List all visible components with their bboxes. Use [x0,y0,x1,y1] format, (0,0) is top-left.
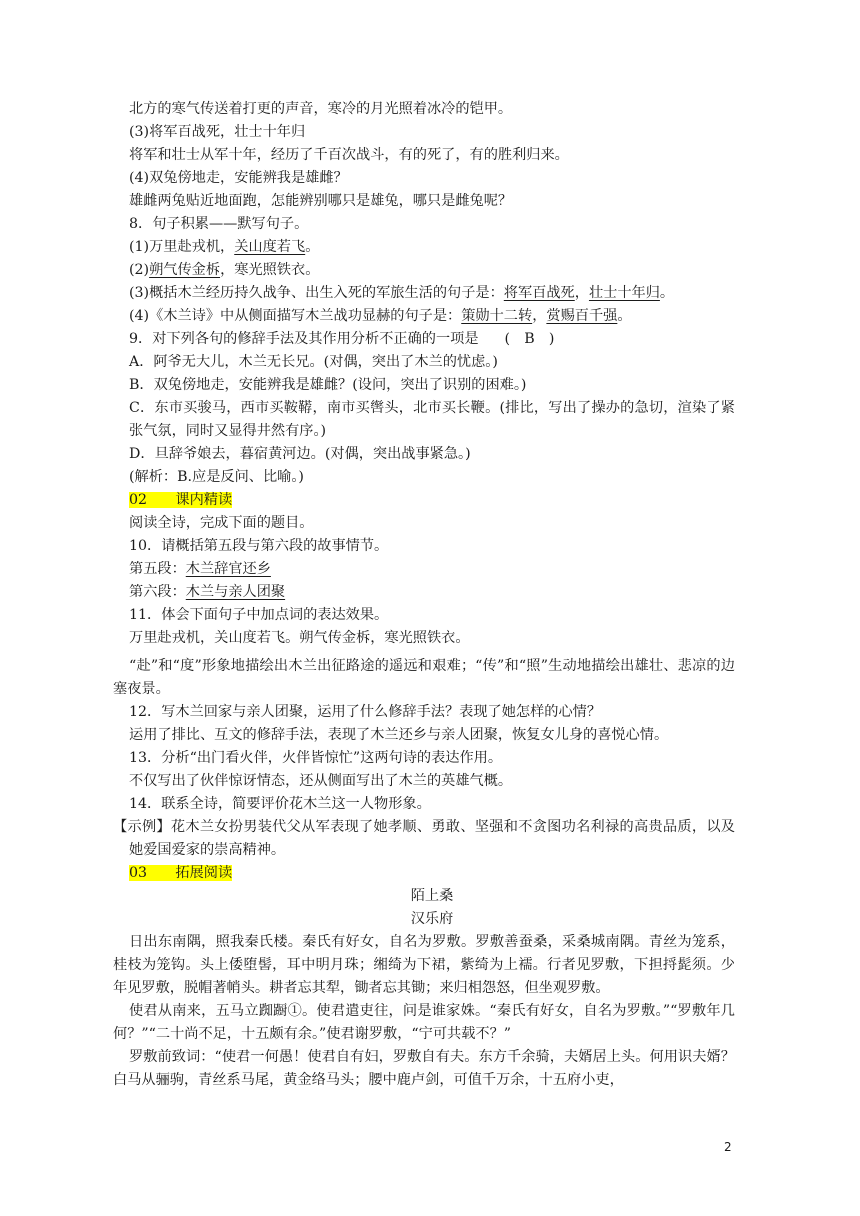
answer-line: 不仅写出了伙伴惊讶情态，还从侧面写出了木兰的英雄气概。 [129,773,513,789]
section-label: 02 课内精读 [129,492,233,508]
answer-paragraph: “赴”和“度”形象地描绘出木兰出征路途的遥远和艰难；“传”和“照”生动地描绘出雄壮、悲凉的边塞夜景。 [113,658,735,697]
answer-line [129,581,735,604]
option-c: C．东市买骏马，西市买鞍鞯，南市买辔头，北市买长鞭。(排比，写出了操办的急切，渲染了紧张气氛，同时又显得井然有序。) [129,400,735,439]
answer-line [129,236,735,259]
filled-answer: 赏赐百千强 [546,308,618,324]
filled-answer: 木兰与亲人团聚 [185,584,286,600]
question-12: 12．写木兰回家与亲人团聚，运用了什么修辞手法？表现了她怎样的心情？ [129,704,602,720]
answer-choice: ( B ) [504,331,555,347]
text-line: 北方的寒气传送着打更的声音，寒冷的月光照着冰冷的铠甲。 [129,101,513,117]
text-line: 雄雌两兔贴近地面跑，怎能辨别哪只是雄兔，哪只是雌兔呢？ [129,193,513,209]
filled-answer: 朔气传金柝 [149,262,221,278]
text: ， [574,285,589,301]
text: 。 [305,239,320,255]
text-line: 阅读全诗，完成下面的题目。 [129,515,314,531]
page-number: 2 [724,1140,732,1154]
poem-author: 汉乐府 [410,911,454,927]
question-9 [129,328,735,351]
text: (1)万里赴戎机， [129,239,235,255]
filled-answer: 木兰辞官还乡 [185,561,271,577]
section-heading [129,862,735,885]
question-10: 10．请概括第五段与第六段的故事情节。 [129,538,389,554]
option-d: D．旦辞爷娘去，暮宿黄河边。(对偶，突出战事紧急。) [129,446,471,462]
text: 第五段： [129,561,186,577]
poem-paragraph: 日出东南隅，照我秦氏楼。秦氏有好女，自名为罗敷。罗敷善蚕桑，采桑城南隅。青丝为笼系，桂枝为笼钩。头上倭堕髻，耳中明月珠；缃绮为下裙，紫绮为上襦。行者见罗敷，下担捋髭须。少年见罗敷，脱帽著帩头。耕者忘其犁，锄者忘其锄；来归相怨怒，但坐观罗敷。 [113,934,735,996]
answer-line [129,259,735,282]
answer-line [129,282,735,305]
text: ，寒光照铁衣。 [220,262,320,278]
poem-title: 陌上桑 [410,888,454,904]
text: 。 [617,308,632,324]
text-line: 将军和壮士从军十年，经历了千百次战斗，有的死了，有的胜利归来。 [129,147,569,163]
answer-line [129,305,735,328]
text-line: (4)双兔傍地走，安能辨我是雄雌？ [129,170,348,186]
text: 。 [659,285,675,301]
question-13: 13．分析“出门看火伴，火伴皆惊忙”这两句诗的表达作用。 [129,750,503,766]
filled-answer: 壮士十年归 [588,285,660,301]
option-b: B．双兔傍地走，安能辨我是雄雌？(设问，突出了识别的困难。) [129,377,527,393]
quoted-verse: 万里赴戎机，关山度若飞。朔气传金柝，寒光照铁衣。 [129,630,470,646]
filled-answer: 策勋十二转 [461,308,533,324]
text: (3)概括木兰经历持久战争、出生入死的军旅生活的句子是： [129,285,504,301]
filled-answer: 关山度若飞 [234,239,306,255]
text: (2) [129,262,150,278]
text: 第六段： [129,584,186,600]
question-14: 14．联系全诗，简要评价花木兰这一人物形象。 [129,796,431,812]
answer-line [129,558,735,581]
filled-answer: 将军百战死 [503,285,575,301]
question-text: 9．对下列各句的修辞手法及其作用分析不正确的一项是 [129,331,479,347]
section-label: 03 拓展阅读 [129,865,233,881]
option-a: A．阿爷无大儿，木兰无长兄。(对偶，突出了木兰的忧虑。) [129,354,498,370]
answer-line: 运用了排比、互文的修辞手法，表现了木兰还乡与亲人团聚，恢复女儿身的喜悦心情。 [129,727,669,743]
text: (4)《木兰诗》中从侧面描写木兰战功显赫的句子是： [129,308,462,324]
page-content [113,98,735,1092]
text-line: (3)将军百战死，壮士十年归 [129,124,306,140]
question-8: 8．句子积累——默写句子。 [129,216,309,232]
question-11: 11．体会下面句子中加点词的表达效果。 [129,607,389,623]
example-answer: 【示例】花木兰女扮男装代父从军表现了她孝顺、勇敢、坚强和不贪图功名利禄的高贵品质，以及她爱国爱家的崇高精神。 [113,819,735,858]
poem-paragraph: 使君从南来，五马立踟蹰①。使君遣吏往，问是谁家姝。“秦氏有好女，自名为罗敷。”“罗敷年几何？”“二十尚不足，十五颇有余。”使君谢罗敷，“宁可共载不？” [113,1003,735,1042]
poem-paragraph: 罗敷前致词：“使君一何愚！使君自有妇，罗敷自有夫。东方千余骑，夫婿居上头。何用识夫婿？白马从骊驹，青丝系马尾，黄金络马头；腰中鹿卢剑，可值千万余，十五府小吏， [113,1049,735,1088]
text: ， [532,308,547,324]
analysis-note: (解析：B.应是反问、比喻。) [129,469,304,485]
section-heading [129,489,735,512]
